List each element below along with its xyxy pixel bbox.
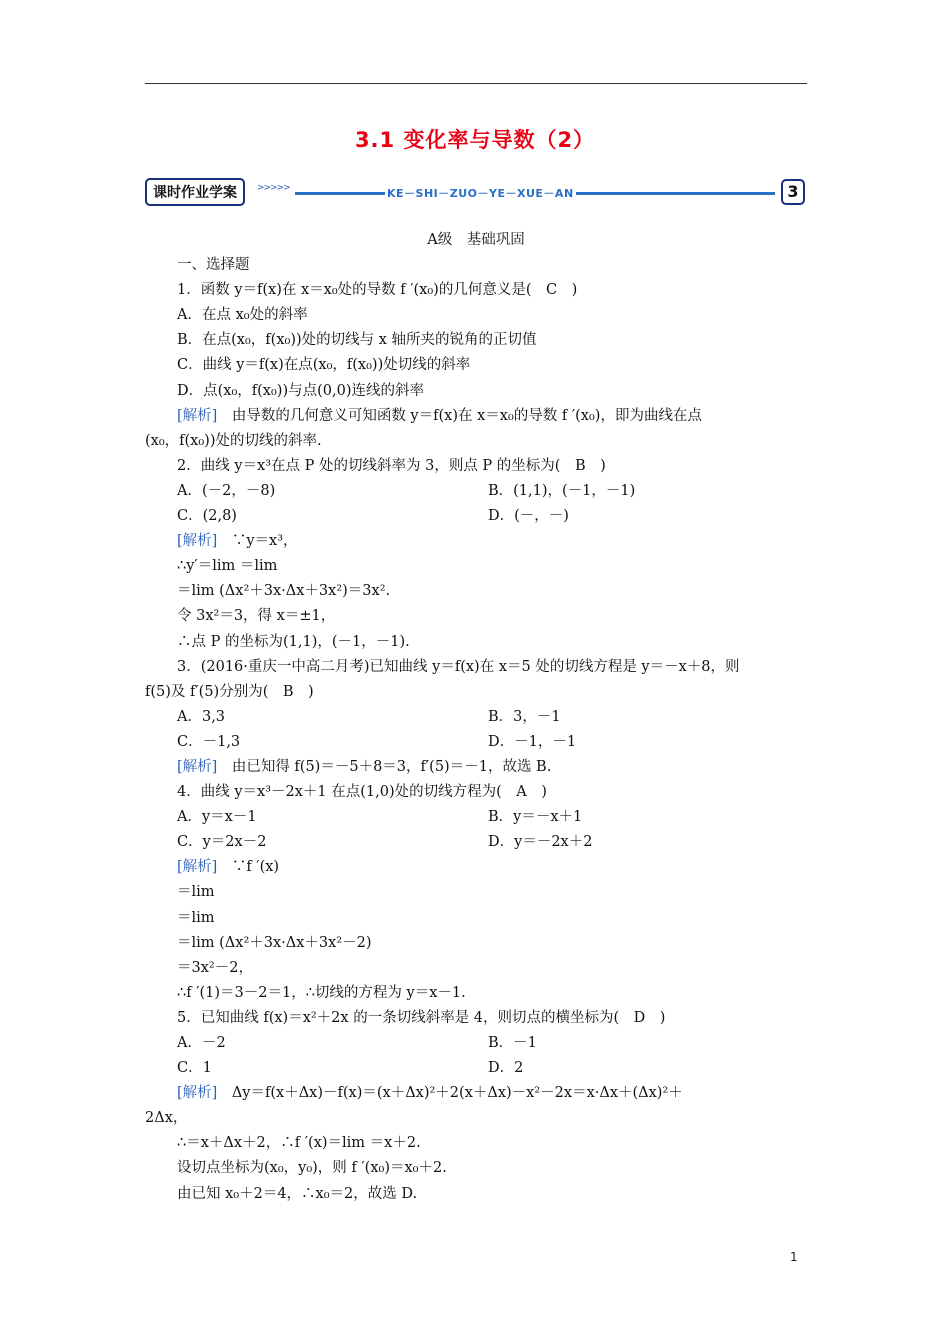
page-number: 1 [790, 1250, 798, 1264]
analysis-tag: [解析] [177, 758, 218, 775]
document-body [145, 228, 807, 1207]
analysis-tag: [解析] [177, 1085, 218, 1102]
option-row: A．(－2，－8) B．(1,1)，(－1，－1) [177, 482, 636, 499]
section-heading: 一、选择题 [177, 257, 250, 274]
option-line: A．在点 x₀处的斜率 [177, 307, 308, 324]
analysis-line: [解析] 由已知得 f(5)＝－5＋8＝3，f′(5)＝－1，故选 B. [177, 758, 552, 775]
analysis-line: ∴点 P 的坐标为(1,1)，(－1，－1). [177, 633, 410, 650]
analysis-line: ∴y′＝lim ＝lim [177, 558, 278, 575]
level-heading: A级 基础巩固 [427, 232, 525, 248]
question-2: 2．曲线 y＝x³在点 P 处的切线斜率为 3，则点 P 的坐标为( B ) [177, 457, 606, 474]
question-3: 3．(2016·重庆一中高二月考)已知曲线 y＝f(x)在 x＝5 处的切线方程是 y＝－x＋8，则 [177, 658, 740, 675]
analysis-tag: [解析] [177, 533, 218, 550]
analysis-line: 2Δx， [145, 1110, 188, 1127]
analysis-line: ＝3x²－2， [177, 959, 253, 976]
analysis-line: 由已知 x₀＋2＝4，∴x₀＝2，故选 D. [177, 1185, 418, 1202]
question-4: 4．曲线 y＝x³－2x＋1 在点(1,0)处的切线方程为( A ) [177, 784, 547, 801]
option-row: C．y＝2x－2 D．y＝－2x＋2 [177, 834, 593, 851]
analysis-line: 设切点坐标为(x₀，y₀)，则 f ′(x₀)＝x₀＋2. [177, 1160, 447, 1177]
top-rule [145, 83, 807, 84]
analysis-line: ＝lim [177, 884, 215, 901]
option-line: D．点(x₀，f(x₀))与点(0,0)连线的斜率 [177, 382, 424, 399]
option-row: C．(2,8) D．(－，－) [177, 508, 569, 525]
analysis-line: [解析] Δy＝f(x＋Δx)－f(x)＝(x＋Δx)²＋2(x＋Δx)－x²－2x＝x·Δx＋(Δx)²＋ [177, 1085, 683, 1102]
analysis-tag: [解析] [177, 859, 218, 876]
analysis-line: [解析] ∵f ′(x) [177, 859, 280, 876]
banner-pinyin: KE－SHI－ZUO－YE－XUE－AN [387, 187, 574, 200]
analysis-line: ∴＝x＋Δx＋2，∴f ′(x)＝lim ＝x＋2. [177, 1135, 421, 1152]
question-3-cont: f(5)及 f′(5)分别为( B ) [145, 683, 314, 700]
page-title: 3.1 变化率与导数（2） [354, 128, 596, 152]
analysis-line: ∴f ′(1)＝3－2＝1，∴切线的方程为 y＝x－1. [177, 984, 466, 1001]
option-line: C．曲线 y＝f(x)在点(x₀，f(x₀))处切线的斜率 [177, 357, 471, 374]
analysis-tag: [解析] [177, 407, 218, 424]
option-line: B．在点(x₀，f(x₀))处的切线与 x 轴所夹的锐角的正切值 [177, 332, 537, 349]
analysis-line: ＝lim [177, 909, 215, 926]
analysis-line: (x₀，f(x₀))处的切线的斜率. [145, 432, 322, 449]
option-row: A．－2 B．－1 [177, 1035, 537, 1051]
banner-number: 3 [781, 179, 805, 205]
question-5: 5．已知曲线 f(x)＝x²＋2x 的一条切线斜率是 4，则切点的横坐标为( D ) [177, 1009, 666, 1026]
analysis-line: ＝lim (Δx²＋3x·Δx＋3x²－2) [177, 934, 372, 951]
analysis-line: 令 3x²＝3，得 x＝±1， [177, 608, 336, 625]
option-row: C．1 D．2 [177, 1060, 524, 1077]
analysis-line: [解析] ∵y＝x³， [177, 533, 298, 550]
question-1: 1．函数 y＝f(x)在 x＝x₀处的导数 f ′(x₀)的几何意义是( C ) [177, 282, 578, 299]
option-row: A．3,3 B．3，－1 [177, 708, 561, 725]
banner-arrows: >>>>> [257, 183, 290, 193]
analysis-line: ＝lim (Δx²＋3x·Δx＋3x²)＝3x². [177, 583, 391, 600]
option-row: C．－1,3 D．－1，－1 [177, 733, 577, 750]
analysis-line: [解析] 由导数的几何意义可知函数 y＝f(x)在 x＝x₀的导数 f ′(x₀)，即为曲线在点 [177, 407, 702, 424]
option-row: A．y＝x－1 B．y＝－x＋1 [177, 809, 583, 826]
banner-label: 课时作业学案 [145, 178, 245, 206]
section-banner [145, 178, 807, 208]
